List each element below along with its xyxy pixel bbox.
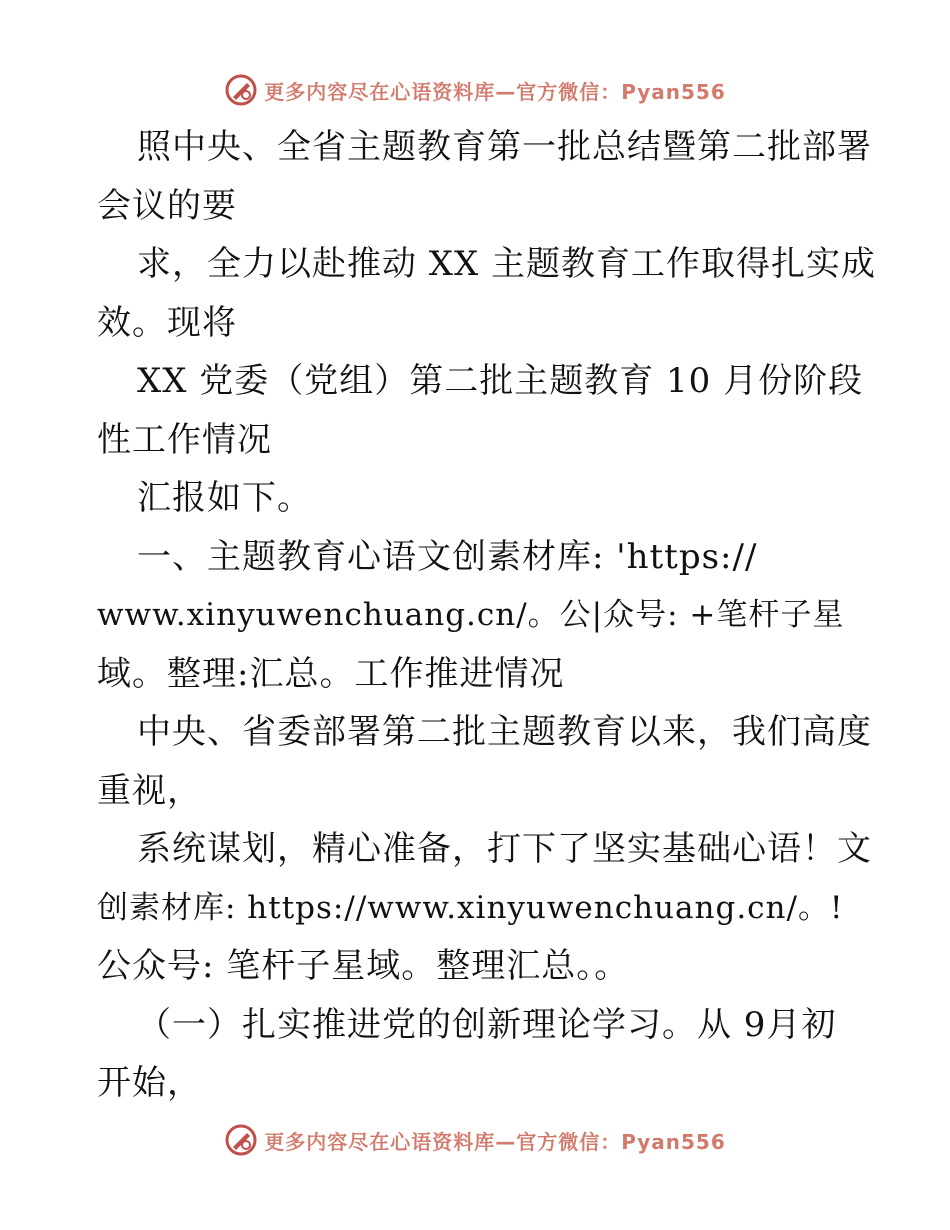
paragraph-line: 会议的要 bbox=[97, 185, 237, 226]
paragraph-line: 效。现将 bbox=[97, 302, 237, 343]
red-pen-seal-logo-icon bbox=[224, 73, 258, 107]
paragraph-line: 求，全力以赴推动 XX 主题教育工作取得扎实成 bbox=[137, 244, 877, 284]
paragraph-line: 重视， bbox=[97, 770, 202, 811]
paragraph-line: 照中央、全省主题教育第一批总结暨第二批部署 bbox=[137, 127, 872, 167]
paragraph-line: 汇报如下。 bbox=[137, 478, 312, 518]
paragraph-line: 系统谋划，精心准备，打下了坚实基础心语！文 bbox=[137, 829, 872, 869]
paragraph-line: www.xinyuwenchuang.cn/。公|众号: +笔杆子星 bbox=[97, 597, 845, 633]
paragraph-line: 开始， bbox=[97, 1063, 202, 1103]
header-banner bbox=[0, 70, 950, 110]
paragraph-line: 中央、省委部署第二批主题教育以来，我们高度 bbox=[137, 712, 872, 752]
paragraph-line: 公众号: 笔杆子星域。整理汇总。。 bbox=[97, 946, 630, 986]
document-body bbox=[97, 118, 877, 1113]
header-banner-text: 更多内容尽在心语资料库—官方微信：Pyan556 bbox=[264, 79, 726, 104]
paragraph-line: 性工作情况 bbox=[97, 419, 272, 460]
paragraph-line: （一）扎实推进党的创新理论学习。从 9月初 bbox=[137, 1004, 837, 1045]
paragraph-line: XX 党委（党组）第二批主题教育 10 月份阶段 bbox=[137, 361, 864, 401]
red-pen-seal-logo-icon bbox=[224, 1123, 258, 1157]
footer-banner-text: 更多内容尽在心语资料库—官方微信：Pyan556 bbox=[264, 1129, 726, 1154]
footer-banner bbox=[0, 1120, 950, 1160]
paragraph-line: 域。整理:汇总。工作推进情况 bbox=[97, 653, 565, 694]
paragraph-line: 一、主题教育心语文创素材库: 'https:// bbox=[137, 536, 758, 577]
paragraph-line: 创素材库: https://www.xinyuwenchuang.cn/。! bbox=[97, 889, 844, 926]
